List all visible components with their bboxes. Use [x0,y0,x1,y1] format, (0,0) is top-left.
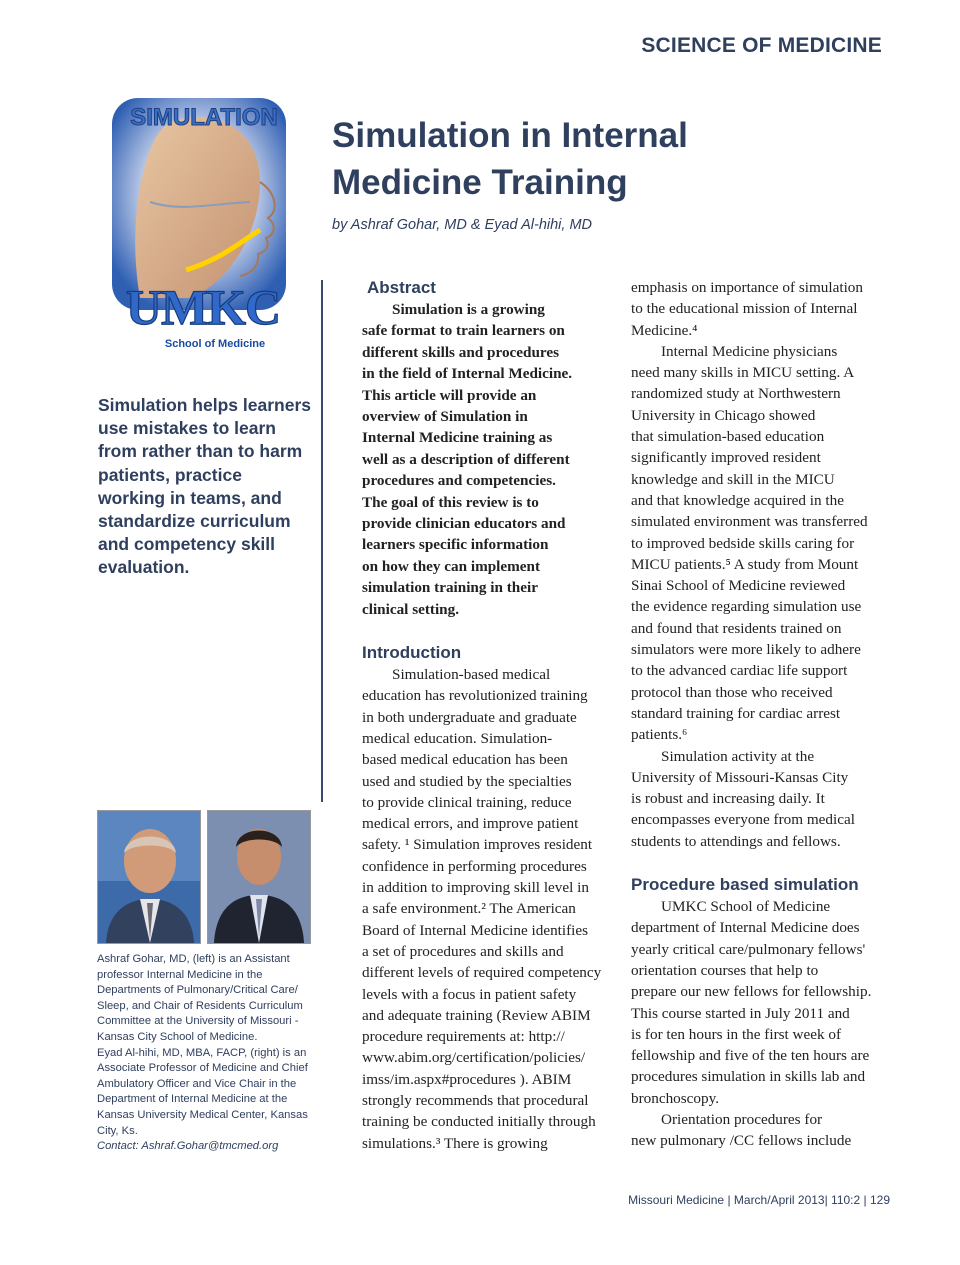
text-line: a safe environment.² The American [362,900,576,918]
column-divider [321,280,323,802]
text-line: yearly critical care/pulmonary fellows' [631,940,866,958]
text-line: is for ten hours in the first week of [631,1025,842,1043]
text-line: different skills and procedures [362,343,560,361]
text-line: imss/im.aspx#procedures ). ABIM [362,1070,572,1088]
text-line: patients.⁶ [631,726,688,744]
text-line: clinical setting. [362,600,460,618]
text-line: medical errors, and improve patient [362,815,579,833]
text-line: on how they can implement [362,557,541,575]
text-line: University of Missouri-Kansas City [631,768,849,786]
text-line: in both undergraduate and graduate [362,708,577,726]
text-line: students to attendings and fellows. [631,832,841,850]
text-line: learners specific information [362,536,549,554]
text-line: used and studied by the specialties [362,772,572,790]
text-line: Medicine.⁴ [631,321,698,339]
text-line: Board of Internal Medicine identifies [362,921,589,939]
paragraph-umkc-activity [631,746,881,852]
text-line: Simulation-based medical [392,666,551,684]
byline: by Ashraf Gohar, MD & Eyad Al-hihi, MD [332,217,593,233]
text-line: that simulation-based education [631,428,825,446]
bio-contact: Contact: Ashraf.Gohar@tmcmed.org [97,1140,279,1153]
text-line: Internal Medicine training as [362,429,553,447]
text-line: safety. ¹ Simulation improves resident [362,836,593,854]
text-line: orientation courses that help to [631,961,819,979]
text-line: procedure requirements at: http:// [362,1028,565,1046]
paragraph-procedure [631,896,881,1109]
section-label: SCIENCE OF MEDICINE [641,34,882,57]
text-line: is robust and increasing daily. It [631,790,825,808]
text-line: UMKC School of Medicine [661,898,831,916]
page-footer: Missouri Medicine | March/April 2013| 110:2 | 129 [628,1193,890,1207]
text-line: standard training for cardiac arrest [631,704,841,722]
text-line: fellowship and five of the ten hours are [631,1047,870,1065]
column-right [631,277,881,1152]
text-line: Internal Medicine physicians [661,342,838,360]
text-line: to provide clinical training, reduce [362,793,572,811]
abstract-body [362,299,612,620]
text-line: based medical education has been [362,751,568,769]
text-line: different levels of required competency [362,964,602,982]
author-bio [97,952,322,1155]
text-line: This article will provide an [362,386,537,404]
text-line: prepare our new fellows for fellowship. [631,983,872,1001]
text-line: simulation training in their [362,579,538,597]
text-line: Simulation activity at the [661,747,815,765]
logo-school-text: School of Medicine [164,338,266,350]
text-line: new pulmonary /CC fellows include [631,1132,852,1150]
introduction-body [362,664,612,1154]
text-line: Orientation procedures for [661,1110,823,1128]
procedure-heading: Procedure based simulation [631,875,859,895]
text-line: in addition to improving skill level in [362,879,589,897]
text-line: University in Chicago showed [631,406,816,424]
text-line: and adequate training (Review ABIM [362,1006,591,1024]
text-line: The goal of this review is to [362,493,539,511]
simulation-logo-image [110,92,288,352]
text-line: and found that residents trained on [631,619,842,637]
text-line: need many skills in MICU setting. A [631,364,855,382]
text-line: Sinai School of Medicine reviewed [631,577,846,595]
author-photos [97,810,315,944]
text-line: procedures simulation in skills lab and [631,1068,866,1086]
paragraph-emphasis [631,277,881,341]
bio-alhihi: Eyad Al-hihi, MD, MBA, FACP, (right) is an Associate Professor of Medicine and Chief Ambulatory Officer and Vice Chair in the Department of Internal Medicine at the Kansas University Medical Center, Kansas City, Ks. [97,1046,308,1137]
text-line: This course started in July 2011 and [631,1004,850,1022]
text-line: www.abim.org/certification/policies/ [362,1049,586,1067]
paragraph-orientation [631,1109,881,1152]
text-line: department of Internal Medicine does [631,919,860,937]
text-line: to the educational mission of Internal [631,300,858,318]
article-title: Simulation in Internal Medicine Training [332,116,688,202]
text-line: strongly recommends that procedural [362,1092,589,1110]
text-line: overview of Simulation in [362,408,528,426]
author-photo-gohar [97,810,201,944]
text-line: levels with a focus in patient safety [362,985,577,1003]
text-line: simulated environment was transferred [631,513,868,531]
text-line: protocol than those who received [631,683,833,701]
text-line: to improved bedside skills caring for [631,534,855,552]
abstract-heading: Abstract [367,278,436,297]
text-line: significantly improved resident [631,449,821,467]
bio-gohar: Ashraf Gohar, MD, (left) is an Assistant professor Internal Medicine in the Departments of Pulmonary/Critical Care/ Sleep, and Chair of Residents Curriculum Committee at the University of Missouri - Kansas City School of Medicine. [97,953,303,1043]
text-line: confidence in performing procedures [362,857,587,875]
text-line: encompasses everyone from medical [631,811,855,829]
text-line: education has revolutionized training [362,687,588,705]
text-line: emphasis on importance of simulation [631,279,863,296]
author-photo-alhihi [207,810,311,944]
text-line: Simulation is a growing [392,301,545,318]
pull-quote: Simulation helps learners use mistakes to learn from rather than to harm patients, practice working in teams, and standardize curriculum and competency skill evaluation. [98,395,311,578]
text-line: training be conducted initially through [362,1113,596,1131]
text-line: simulators were more likely to adhere [631,641,861,659]
text-line: the evidence regarding simulation use [631,598,862,616]
text-line: bronchoscopy. [631,1089,720,1107]
text-line: in the field of Internal Medicine. [362,365,573,383]
text-line: provide clinician educators and [362,515,566,533]
text-line: knowledge and skill in the MICU [631,470,835,488]
text-line: well as a description of different [362,450,570,468]
text-line: medical education. Simulation- [362,729,553,747]
text-line: and that knowledge acquired in the [631,491,844,509]
column-middle [362,277,612,1154]
logo-umkc-text: UMKC [125,279,281,335]
introduction-heading: Introduction [362,643,462,663]
text-line: procedures and competencies. [362,472,556,490]
text-line: simulations.³ There is growing [362,1134,548,1152]
logo-simulation-text: SIMULATION [130,104,278,131]
text-line: randomized study at Northwestern [631,385,841,403]
text-line: MICU patients.⁵ A study from Mount [631,555,859,573]
paragraph-micu [631,341,881,746]
text-line: to the advanced cardiac life support [631,662,848,680]
text-line: safe format to train learners on [362,322,565,340]
text-line: a set of procedures and skills and [362,942,564,960]
